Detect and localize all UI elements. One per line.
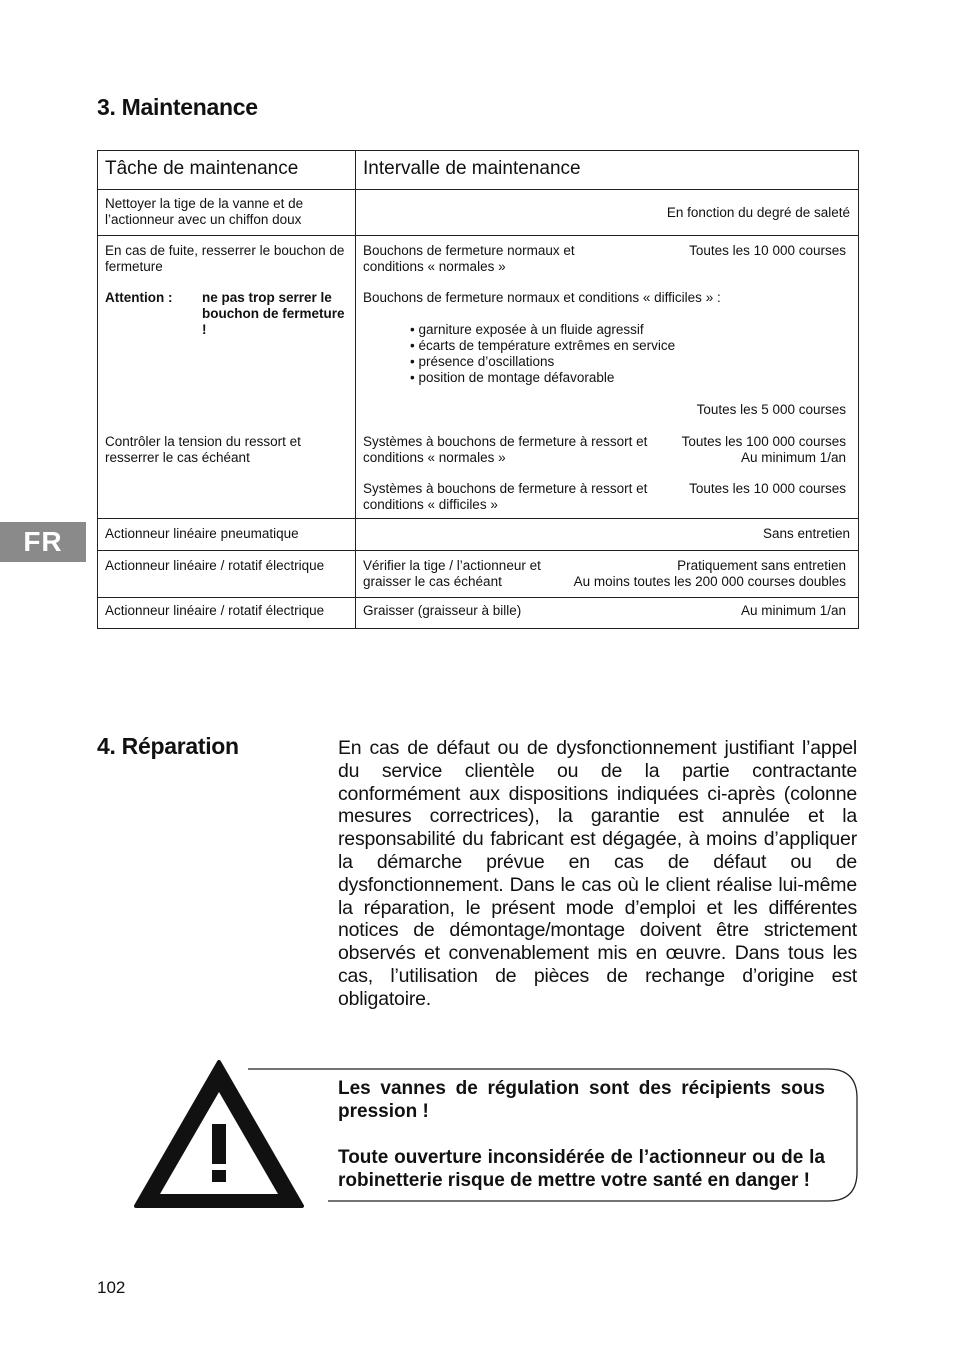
attention-label: Attention : [105, 290, 173, 305]
row-divider [98, 597, 858, 598]
maintenance-table [97, 150, 859, 629]
row1-task: Nettoyer la tige de la vanne et de l’actionneur avec un chiffon doux [105, 196, 304, 227]
row4-interval-1: Pratiquement sans entretien [677, 558, 846, 573]
row3-task: Actionneur linéaire pneumatique [105, 526, 299, 541]
spring-normal-conditions: Systèmes à bouchons de fermeture à ressort et conditions « normales » [363, 434, 648, 465]
list-item: • garniture exposée à un fluide agressif [410, 322, 675, 338]
section-3-title: 3. Maintenance [97, 94, 258, 120]
normal-conditions: Bouchons de fermeture normaux et conditions « normales » [363, 243, 575, 274]
difficult-conditions-list [410, 322, 675, 386]
attention-text: ne pas trop serrer le bouchon de fermeture ! [202, 290, 345, 337]
spring-normal-interval-2: Au minimum 1/an [740, 450, 846, 465]
row5-interval: Au minimum 1/an [740, 603, 846, 618]
warning-line-1: Les vannes de régulation sont des récipients sous pression ! [338, 1078, 825, 1122]
row2-task: En cas de fuite, resserrer le bouchon de fermeture [105, 243, 345, 274]
page-number: 102 [97, 1278, 126, 1297]
language-tab: FR [0, 522, 86, 562]
header-task: Tâche de maintenance [105, 158, 299, 179]
repair-paragraph: En cas de défaut ou de dysfonctionnement justifiant l’appel du service clientèle ou de la partie contractante conformément aux dispositions indiquées ci-après (colonne mesures correctrices), la garantie est annulée et la responsabilité du fabricant est dégagée, à moins d’appliquer la démarche prévue en cas de défaut ou de dysfonctionnement. Dans le cas où le client réalise lui-même la réparation, le présent mode d’emploi et les différentes notices de démontage/montage doivent être strictement observés et convenablement mis en œuvre. Dans tous les cas, l’utilisation de pièces de rechange d’origine est obligatoire. [338, 737, 857, 1010]
list-item: • écarts de température extrêmes en service [410, 338, 675, 354]
spring-normal-interval-1: Toutes les 100 000 courses [681, 434, 846, 449]
row-divider [98, 235, 858, 236]
row5-action: Graisser (graisseur à bille) [363, 603, 522, 618]
section-4-title: 4. Réparation [97, 733, 239, 759]
normal-interval: Toutes les 10 000 courses [689, 243, 846, 258]
row4-interval-2: Au moins toutes les 200 000 courses doubles [573, 574, 846, 589]
difficult-conditions: Bouchons de fermeture normaux et conditions « difficiles » : [363, 290, 721, 305]
spring-difficult-conditions: Systèmes à bouchons de fermeture à ressort et conditions « difficiles » [363, 481, 648, 512]
row1-interval: En fonction du degré de saleté [666, 205, 850, 220]
header-interval: Intervalle de maintenance [363, 158, 581, 179]
row4-action: Vérifier la tige / l’actionneur et graisser le cas échéant [363, 558, 541, 589]
spring-difficult-interval: Toutes les 10 000 courses [689, 481, 846, 496]
row-divider [98, 518, 858, 519]
warning-line-2: Toute ouverture inconsidérée de l’actionneur ou de la robinetterie risque de mettre votre santé en danger ! [338, 1147, 825, 1191]
warning-text [338, 1077, 825, 1192]
row-divider [98, 189, 858, 190]
row4-task: Actionneur linéaire / rotatif électrique [105, 558, 325, 573]
list-item: • position de montage défavorable [410, 370, 675, 386]
spring-task: Contrôler la tension du ressort et resserrer le cas échéant [105, 434, 301, 465]
list-item: • présence d’oscillations [410, 354, 675, 370]
difficult-interval: Toutes les 5 000 courses [696, 402, 846, 417]
row3-interval: Sans entretien [762, 526, 850, 541]
column-divider [355, 151, 356, 628]
row5-task: Actionneur linéaire / rotatif électrique [105, 603, 325, 618]
row-divider [98, 550, 858, 551]
